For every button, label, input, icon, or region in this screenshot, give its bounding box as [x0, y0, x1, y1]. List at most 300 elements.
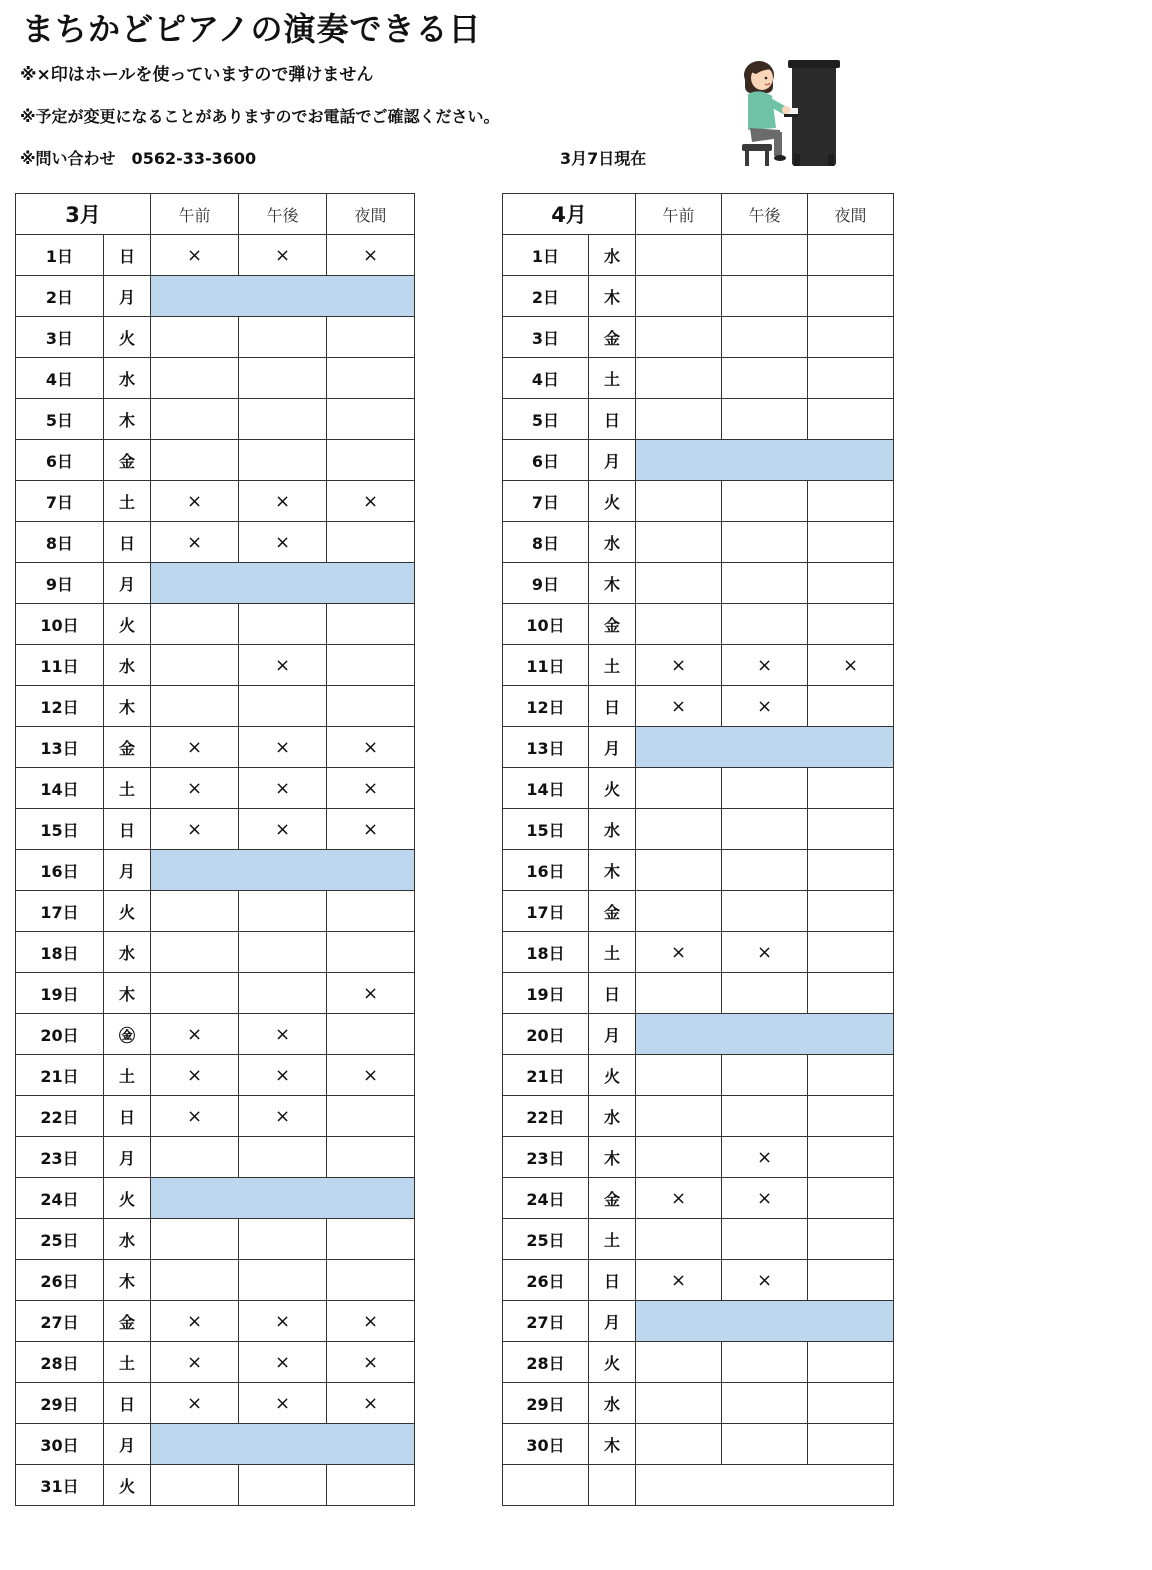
morning-status-cell — [636, 1137, 722, 1178]
day-cell: 19日 — [16, 973, 104, 1014]
night-status-cell — [327, 399, 415, 440]
night-status-cell — [327, 1096, 415, 1137]
day-cell: 18日 — [16, 932, 104, 973]
night-status-cell — [808, 276, 894, 317]
weekday-cell: 火 — [589, 1342, 636, 1383]
weekday-cell: 金 — [104, 727, 151, 768]
day-cell: 28日 — [16, 1342, 104, 1383]
note-schedule-change: ※予定が変更になることがありますのでお電話でご確認ください。 — [20, 107, 500, 126]
note-mark-meaning: ※×印はホールを使っていますので弾けません — [20, 65, 374, 85]
day-cell: 3日 — [503, 317, 589, 358]
weekday-cell: 火 — [104, 891, 151, 932]
night-status-cell — [327, 1137, 415, 1178]
day-cell: 9日 — [16, 563, 104, 604]
night-status-cell — [808, 399, 894, 440]
march-schedule-table — [15, 193, 415, 1506]
empty-cell — [636, 1465, 894, 1506]
day-cell: 17日 — [503, 891, 589, 932]
night-status-cell — [808, 1219, 894, 1260]
night-status-cell — [808, 317, 894, 358]
morning-status-cell — [636, 1342, 722, 1383]
table-row — [16, 1342, 415, 1383]
table-row — [16, 1055, 415, 1096]
table-row — [16, 1137, 415, 1178]
period-header: 夜間 — [327, 194, 415, 235]
table-row — [16, 1014, 415, 1055]
day-cell: 4日 — [16, 358, 104, 399]
piano-player-icon — [732, 58, 842, 170]
afternoon-status-cell — [239, 440, 327, 481]
morning-status-cell: × — [151, 1301, 239, 1342]
weekday-cell: 木 — [104, 686, 151, 727]
afternoon-status-cell — [722, 604, 808, 645]
night-status-cell: × — [327, 973, 415, 1014]
afternoon-status-cell — [722, 1219, 808, 1260]
afternoon-status-cell — [722, 563, 808, 604]
day-cell: 14日 — [503, 768, 589, 809]
morning-status-cell — [151, 973, 239, 1014]
month-label: 4月 — [503, 194, 636, 235]
table-row — [16, 891, 415, 932]
period-header: 午前 — [636, 194, 722, 235]
weekday-cell: 月 — [589, 1014, 636, 1055]
table-row — [503, 399, 894, 440]
table-row — [503, 727, 894, 768]
day-cell: 17日 — [16, 891, 104, 932]
table-row — [503, 1219, 894, 1260]
afternoon-status-cell — [239, 973, 327, 1014]
night-status-cell: × — [327, 1342, 415, 1383]
afternoon-status-cell: × — [722, 1178, 808, 1219]
night-status-cell — [808, 1260, 894, 1301]
table-row — [16, 481, 415, 522]
table-row — [16, 604, 415, 645]
weekday-cell: 水 — [589, 809, 636, 850]
table-row — [503, 1260, 894, 1301]
morning-status-cell — [636, 399, 722, 440]
day-cell: 1日 — [16, 235, 104, 276]
night-status-cell — [808, 973, 894, 1014]
weekday-cell: 金 — [589, 317, 636, 358]
morning-status-cell: × — [151, 1055, 239, 1096]
afternoon-status-cell: × — [239, 481, 327, 522]
afternoon-status-cell — [239, 604, 327, 645]
table-row — [503, 1465, 894, 1506]
weekday-cell: 火 — [589, 1055, 636, 1096]
afternoon-status-cell: × — [239, 1342, 327, 1383]
weekday-cell: 木 — [589, 1424, 636, 1465]
table-row — [503, 1055, 894, 1096]
afternoon-status-cell — [722, 973, 808, 1014]
afternoon-status-cell — [239, 1219, 327, 1260]
table-row — [16, 1178, 415, 1219]
weekday-cell: 金 — [589, 1178, 636, 1219]
morning-status-cell — [151, 604, 239, 645]
day-cell: 2日 — [16, 276, 104, 317]
day-cell: 24日 — [503, 1178, 589, 1219]
afternoon-status-cell — [722, 1055, 808, 1096]
day-cell: 14日 — [16, 768, 104, 809]
morning-status-cell: × — [151, 1014, 239, 1055]
morning-status-cell: × — [636, 932, 722, 973]
afternoon-status-cell — [239, 686, 327, 727]
table-row — [16, 1383, 415, 1424]
morning-status-cell — [151, 645, 239, 686]
table-row — [16, 399, 415, 440]
morning-status-cell — [636, 973, 722, 1014]
morning-status-cell — [151, 1219, 239, 1260]
closed-day-cell — [151, 850, 415, 891]
afternoon-status-cell — [239, 358, 327, 399]
weekday-cell: 土 — [104, 481, 151, 522]
night-status-cell — [808, 1424, 894, 1465]
morning-status-cell — [151, 1137, 239, 1178]
table-row — [503, 932, 894, 973]
weekday-cell: 水 — [589, 235, 636, 276]
table-row — [16, 276, 415, 317]
weekday-cell: 木 — [104, 399, 151, 440]
night-status-cell — [327, 440, 415, 481]
table-row — [16, 1219, 415, 1260]
weekday-cell: 木 — [589, 276, 636, 317]
afternoon-status-cell — [239, 399, 327, 440]
night-status-cell — [327, 1465, 415, 1506]
weekday-cell — [589, 1465, 636, 1506]
morning-status-cell — [151, 399, 239, 440]
table-row — [503, 1383, 894, 1424]
weekday-cell: 水 — [589, 1096, 636, 1137]
morning-status-cell — [151, 1465, 239, 1506]
afternoon-status-cell — [722, 276, 808, 317]
night-status-cell — [808, 604, 894, 645]
night-status-cell: × — [327, 1383, 415, 1424]
morning-status-cell: × — [151, 522, 239, 563]
table-row — [16, 1301, 415, 1342]
morning-status-cell — [636, 276, 722, 317]
weekday-cell: 金 — [104, 440, 151, 481]
table-row — [503, 481, 894, 522]
morning-status-cell: × — [636, 645, 722, 686]
day-cell: 20日 — [16, 1014, 104, 1055]
day-cell: 11日 — [503, 645, 589, 686]
table-row — [503, 1342, 894, 1383]
night-status-cell — [808, 235, 894, 276]
afternoon-status-cell — [239, 317, 327, 358]
afternoon-status-cell: × — [722, 645, 808, 686]
day-cell: 25日 — [503, 1219, 589, 1260]
table-row — [503, 1301, 894, 1342]
night-status-cell — [808, 358, 894, 399]
afternoon-status-cell — [722, 891, 808, 932]
afternoon-status-cell: × — [239, 235, 327, 276]
afternoon-status-cell — [239, 932, 327, 973]
morning-status-cell: × — [151, 1096, 239, 1137]
day-cell: 7日 — [16, 481, 104, 522]
night-status-cell — [808, 563, 894, 604]
night-status-cell — [808, 768, 894, 809]
weekday-cell: 金 — [104, 1301, 151, 1342]
closed-day-cell — [636, 1301, 894, 1342]
table-row — [503, 850, 894, 891]
day-cell: 30日 — [16, 1424, 104, 1465]
morning-status-cell — [636, 809, 722, 850]
morning-status-cell — [636, 522, 722, 563]
night-status-cell — [808, 1055, 894, 1096]
afternoon-status-cell — [722, 481, 808, 522]
morning-status-cell — [636, 604, 722, 645]
weekday-cell: 月 — [104, 1424, 151, 1465]
table-row — [16, 358, 415, 399]
morning-status-cell: × — [151, 809, 239, 850]
weekday-cell: 月 — [589, 727, 636, 768]
weekday-cell: 土 — [589, 645, 636, 686]
closed-day-cell — [151, 563, 415, 604]
afternoon-status-cell — [722, 1424, 808, 1465]
table-row — [503, 604, 894, 645]
weekday-cell: 水 — [589, 522, 636, 563]
table-row — [503, 809, 894, 850]
closed-day-cell — [151, 276, 415, 317]
morning-status-cell: × — [151, 481, 239, 522]
morning-status-cell: × — [151, 727, 239, 768]
table-row — [503, 1014, 894, 1055]
night-status-cell: × — [327, 481, 415, 522]
afternoon-status-cell — [722, 768, 808, 809]
weekday-cell: 日 — [589, 973, 636, 1014]
table-row — [503, 891, 894, 932]
night-status-cell — [327, 686, 415, 727]
weekday-cell: 水 — [104, 932, 151, 973]
afternoon-status-cell: × — [239, 1014, 327, 1055]
day-cell: 18日 — [503, 932, 589, 973]
table-row — [16, 973, 415, 1014]
table-row — [16, 1260, 415, 1301]
weekday-cell: 日 — [104, 1096, 151, 1137]
night-status-cell: × — [808, 645, 894, 686]
morning-status-cell — [151, 1260, 239, 1301]
night-status-cell — [327, 932, 415, 973]
morning-status-cell — [151, 358, 239, 399]
afternoon-status-cell: × — [239, 768, 327, 809]
weekday-cell: 火 — [104, 604, 151, 645]
day-cell — [503, 1465, 589, 1506]
table-row — [503, 235, 894, 276]
weekday-cell: 金 — [589, 604, 636, 645]
weekday-cell: 木 — [589, 563, 636, 604]
weekday-cell: 木 — [589, 850, 636, 891]
afternoon-status-cell — [722, 522, 808, 563]
day-cell: 29日 — [503, 1383, 589, 1424]
weekday-cell: 火 — [589, 768, 636, 809]
morning-status-cell — [151, 686, 239, 727]
weekday-cell: 土 — [104, 1342, 151, 1383]
afternoon-status-cell — [239, 1260, 327, 1301]
april-schedule-table — [502, 193, 894, 1506]
day-cell: 27日 — [503, 1301, 589, 1342]
closed-day-cell — [636, 1014, 894, 1055]
weekday-cell: 月 — [589, 440, 636, 481]
weekday-cell: 土 — [104, 1055, 151, 1096]
day-cell: 16日 — [503, 850, 589, 891]
day-cell: 10日 — [16, 604, 104, 645]
morning-status-cell: × — [151, 1383, 239, 1424]
morning-status-cell: × — [151, 1342, 239, 1383]
morning-status-cell — [636, 1383, 722, 1424]
night-status-cell — [808, 932, 894, 973]
closed-day-cell — [636, 727, 894, 768]
table-row — [16, 768, 415, 809]
afternoon-status-cell: × — [239, 645, 327, 686]
day-cell: 3日 — [16, 317, 104, 358]
weekday-cell: 月 — [589, 1301, 636, 1342]
afternoon-status-cell — [722, 1383, 808, 1424]
afternoon-status-cell — [722, 850, 808, 891]
day-cell: 2日 — [503, 276, 589, 317]
morning-status-cell — [151, 891, 239, 932]
weekday-cell: 日 — [104, 1383, 151, 1424]
afternoon-status-cell: × — [239, 1055, 327, 1096]
table-row — [503, 358, 894, 399]
day-cell: 21日 — [503, 1055, 589, 1096]
afternoon-status-cell: × — [722, 1260, 808, 1301]
day-cell: 29日 — [16, 1383, 104, 1424]
closed-day-cell — [636, 440, 894, 481]
table-row — [503, 276, 894, 317]
morning-status-cell — [636, 317, 722, 358]
day-cell: 5日 — [16, 399, 104, 440]
morning-status-cell: × — [151, 235, 239, 276]
day-cell: 22日 — [16, 1096, 104, 1137]
weekday-cell: 日 — [589, 1260, 636, 1301]
table-row — [503, 522, 894, 563]
table-row — [16, 1424, 415, 1465]
morning-status-cell — [151, 317, 239, 358]
afternoon-status-cell: × — [239, 1383, 327, 1424]
day-cell: 31日 — [16, 1465, 104, 1506]
night-status-cell — [327, 317, 415, 358]
table-header-row — [16, 194, 415, 235]
night-status-cell — [808, 1096, 894, 1137]
night-status-cell — [808, 522, 894, 563]
night-status-cell — [808, 850, 894, 891]
morning-status-cell: × — [636, 686, 722, 727]
morning-status-cell — [636, 891, 722, 932]
closed-day-cell — [151, 1424, 415, 1465]
day-cell: 20日 — [503, 1014, 589, 1055]
weekday-cell: 水 — [104, 358, 151, 399]
period-header: 午後 — [239, 194, 327, 235]
day-cell: 10日 — [503, 604, 589, 645]
day-cell: 24日 — [16, 1178, 104, 1219]
closed-day-cell — [151, 1178, 415, 1219]
day-cell: 13日 — [503, 727, 589, 768]
weekday-cell: 火 — [589, 481, 636, 522]
period-header: 午後 — [722, 194, 808, 235]
afternoon-status-cell — [722, 317, 808, 358]
table-row — [16, 727, 415, 768]
period-header: 夜間 — [808, 194, 894, 235]
weekday-cell: 木 — [104, 973, 151, 1014]
weekday-cell: 月 — [104, 1137, 151, 1178]
as-of-date: 3月7日現在 — [560, 149, 647, 168]
day-cell: 23日 — [16, 1137, 104, 1178]
morning-status-cell — [636, 1219, 722, 1260]
night-status-cell — [808, 1178, 894, 1219]
afternoon-status-cell — [239, 1137, 327, 1178]
night-status-cell — [808, 1137, 894, 1178]
morning-status-cell — [636, 358, 722, 399]
day-cell: 6日 — [503, 440, 589, 481]
weekday-cell: 日 — [589, 686, 636, 727]
day-cell: 16日 — [16, 850, 104, 891]
table-row — [503, 1424, 894, 1465]
afternoon-status-cell: × — [722, 1137, 808, 1178]
afternoon-status-cell: × — [239, 1301, 327, 1342]
day-cell: 4日 — [503, 358, 589, 399]
night-status-cell — [808, 891, 894, 932]
night-status-cell — [808, 686, 894, 727]
morning-status-cell: × — [636, 1260, 722, 1301]
morning-status-cell — [636, 1096, 722, 1137]
morning-status-cell — [636, 235, 722, 276]
afternoon-status-cell — [722, 399, 808, 440]
table-row — [503, 645, 894, 686]
afternoon-status-cell — [239, 891, 327, 932]
period-header: 午前 — [151, 194, 239, 235]
night-status-cell — [327, 604, 415, 645]
table-row — [16, 563, 415, 604]
weekday-cell: ㊎ — [104, 1014, 151, 1055]
morning-status-cell: × — [151, 768, 239, 809]
morning-status-cell — [636, 1424, 722, 1465]
morning-status-cell — [636, 1055, 722, 1096]
night-status-cell — [808, 1383, 894, 1424]
table-row — [503, 768, 894, 809]
table-row — [16, 440, 415, 481]
page-title: まちかどピアノの演奏できる日 — [22, 10, 482, 48]
weekday-cell: 土 — [589, 1219, 636, 1260]
morning-status-cell — [636, 481, 722, 522]
night-status-cell: × — [327, 1055, 415, 1096]
night-status-cell — [327, 522, 415, 563]
morning-status-cell — [151, 440, 239, 481]
night-status-cell — [327, 1260, 415, 1301]
table-row — [503, 973, 894, 1014]
table-row — [503, 317, 894, 358]
weekday-cell: 日 — [589, 399, 636, 440]
table-row — [16, 235, 415, 276]
table-row — [503, 1096, 894, 1137]
day-cell: 26日 — [16, 1260, 104, 1301]
day-cell: 25日 — [16, 1219, 104, 1260]
day-cell: 5日 — [503, 399, 589, 440]
note-contact-phone: ※問い合わせ 0562-33-3600 — [20, 149, 257, 168]
day-cell: 7日 — [503, 481, 589, 522]
table-row — [16, 932, 415, 973]
day-cell: 9日 — [503, 563, 589, 604]
weekday-cell: 土 — [589, 932, 636, 973]
night-status-cell — [808, 809, 894, 850]
night-status-cell — [327, 358, 415, 399]
table-row — [16, 1465, 415, 1506]
afternoon-status-cell — [722, 809, 808, 850]
night-status-cell — [327, 1219, 415, 1260]
afternoon-status-cell: × — [239, 727, 327, 768]
weekday-cell: 木 — [104, 1260, 151, 1301]
day-cell: 1日 — [503, 235, 589, 276]
afternoon-status-cell — [722, 1342, 808, 1383]
afternoon-status-cell: × — [722, 932, 808, 973]
